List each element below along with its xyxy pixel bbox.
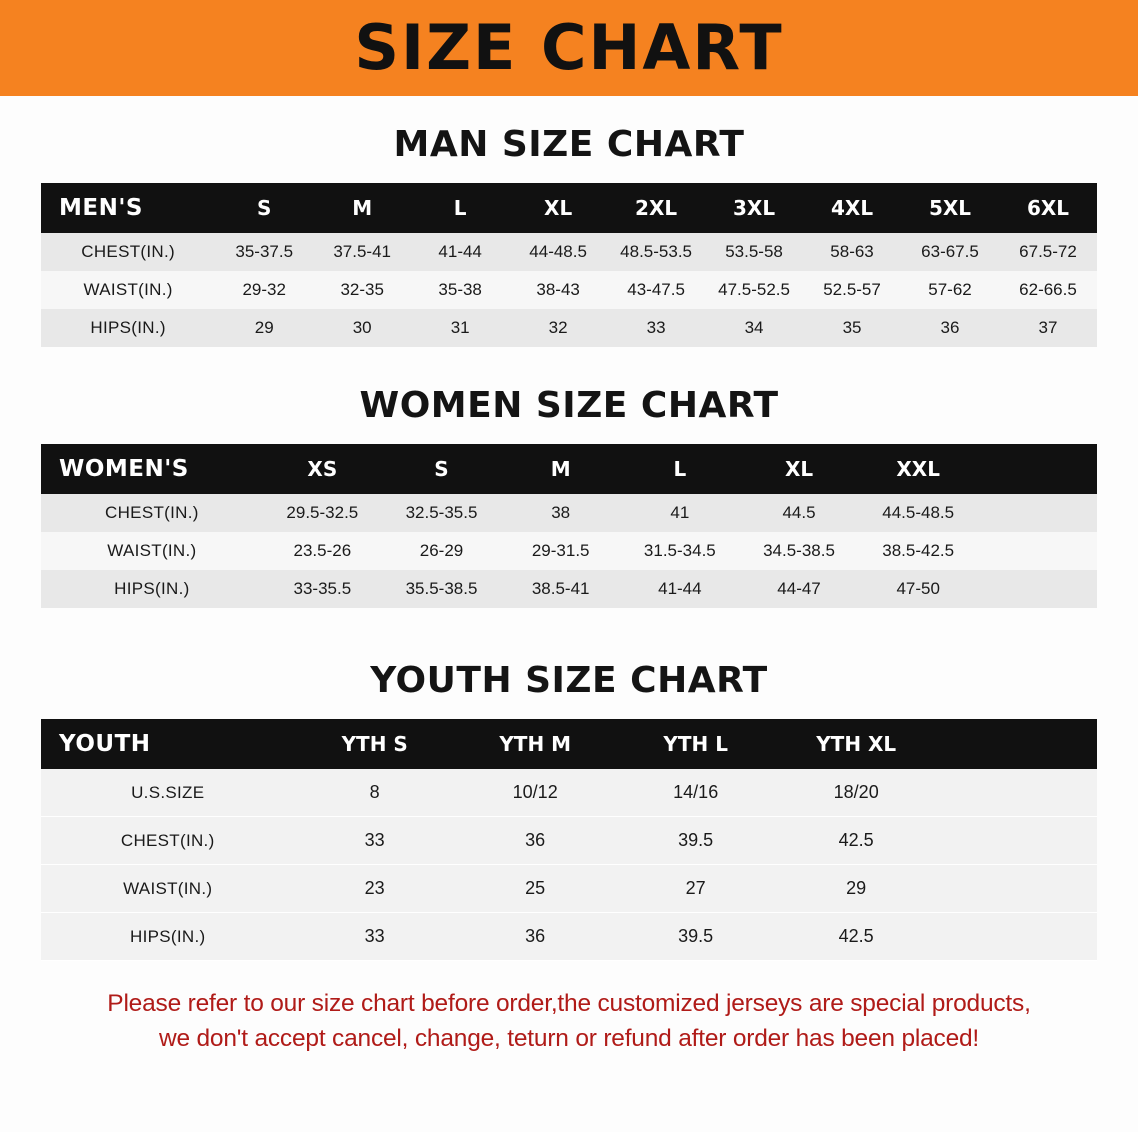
row-label: U.S.SIZE	[41, 769, 294, 817]
table-cell: 23	[294, 865, 455, 913]
table-cell: 37.5-41	[313, 233, 411, 271]
table-cell: 32-35	[313, 271, 411, 309]
table-cell: 23.5-26	[263, 532, 382, 570]
women-table-wrapper	[41, 444, 1097, 608]
table-cell: 57-62	[901, 271, 999, 309]
table-cell: 35	[803, 309, 901, 347]
table-cell: 47-50	[859, 570, 978, 608]
table-cell: 33	[294, 817, 455, 865]
table-cell: 35-38	[411, 271, 509, 309]
column-header: L	[411, 183, 509, 233]
youth-size-table	[41, 719, 1097, 961]
table-cell: 63-67.5	[901, 233, 999, 271]
man-table-wrapper	[41, 183, 1097, 347]
women-size-table	[41, 444, 1097, 608]
table-cell: 35.5-38.5	[382, 570, 501, 608]
table-cell-empty	[978, 570, 1097, 608]
table-cell: 39.5	[615, 913, 776, 961]
table-cell: 33	[607, 309, 705, 347]
row-label: WAIST(IN.)	[41, 271, 215, 309]
column-header: YTH S	[294, 719, 455, 769]
table-cell: 27	[615, 865, 776, 913]
man-section-title: MAN SIZE CHART	[393, 124, 745, 165]
table-cell-empty	[936, 817, 1097, 865]
row-label: HIPS(IN.)	[41, 913, 294, 961]
column-header: 2XL	[607, 183, 705, 233]
table-cell-empty	[936, 769, 1097, 817]
column-header: 6XL	[999, 183, 1097, 233]
disclaimer-line-2: we don't accept cancel, change, teturn or refund after order has been placed!	[158, 1024, 980, 1052]
table-cell: 58-63	[803, 233, 901, 271]
table-cell: 26-29	[382, 532, 501, 570]
table-row	[41, 532, 1097, 570]
table-row	[41, 233, 1097, 271]
table-row	[41, 309, 1097, 347]
table-cell: 33-35.5	[263, 570, 382, 608]
table-cell: 29.5-32.5	[263, 494, 382, 532]
column-header: XL	[739, 444, 858, 494]
row-label: WAIST(IN.)	[41, 532, 263, 570]
row-label: CHEST(IN.)	[41, 494, 263, 532]
page-title: SIZE CHART	[354, 11, 784, 84]
column-header: XXL	[859, 444, 978, 494]
column-header: S	[215, 183, 313, 233]
column-header: WOMEN'S	[41, 444, 263, 494]
table-header-row	[41, 183, 1097, 233]
table-cell: 36	[455, 817, 616, 865]
table-row	[41, 570, 1097, 608]
table-cell: 38.5-41	[501, 570, 620, 608]
table-cell: 36	[901, 309, 999, 347]
table-cell: 38	[501, 494, 620, 532]
table-cell: 44.5-48.5	[859, 494, 978, 532]
column-header: YTH XL	[776, 719, 937, 769]
table-cell: 38-43	[509, 271, 607, 309]
table-cell: 42.5	[776, 817, 937, 865]
table-cell-empty	[936, 865, 1097, 913]
table-cell: 44-47	[739, 570, 858, 608]
table-cell: 34	[705, 309, 803, 347]
page-banner	[0, 0, 1138, 96]
table-header-row	[41, 444, 1097, 494]
table-cell: 39.5	[615, 817, 776, 865]
women-section-title: WOMEN SIZE CHART	[359, 385, 779, 426]
column-header: M	[313, 183, 411, 233]
table-cell: 43-47.5	[607, 271, 705, 309]
table-cell: 29	[776, 865, 937, 913]
table-cell: 34.5-38.5	[739, 532, 858, 570]
table-row	[41, 913, 1097, 961]
table-cell: 48.5-53.5	[607, 233, 705, 271]
table-row	[41, 817, 1097, 865]
table-cell: 38.5-42.5	[859, 532, 978, 570]
table-cell: 14/16	[615, 769, 776, 817]
table-row	[41, 494, 1097, 532]
row-label: CHEST(IN.)	[41, 233, 215, 271]
table-cell: 53.5-58	[705, 233, 803, 271]
table-cell: 31	[411, 309, 509, 347]
disclaimer-line-1: Please refer to our size chart before order,the customized jerseys are special products,	[107, 990, 1031, 1017]
column-header: 3XL	[705, 183, 803, 233]
youth-table-wrapper	[41, 719, 1097, 961]
table-cell: 25	[455, 865, 616, 913]
column-header: XS	[263, 444, 382, 494]
table-cell: 37	[999, 309, 1097, 347]
table-cell: 42.5	[776, 913, 937, 961]
table-row	[41, 865, 1097, 913]
table-cell: 47.5-52.5	[705, 271, 803, 309]
column-header: 5XL	[901, 183, 999, 233]
youth-section-title: YOUTH SIZE CHART	[370, 660, 768, 701]
column-header: L	[620, 444, 739, 494]
column-header: YTH M	[455, 719, 616, 769]
column-header: S	[382, 444, 501, 494]
column-header: XL	[509, 183, 607, 233]
column-header: YTH L	[615, 719, 776, 769]
column-header: 4XL	[803, 183, 901, 233]
column-header: YOUTH	[41, 719, 294, 769]
table-cell: 62-66.5	[999, 271, 1097, 309]
table-header-row	[41, 719, 1097, 769]
table-cell-empty	[978, 494, 1097, 532]
table-cell: 36	[455, 913, 616, 961]
man-size-table	[41, 183, 1097, 347]
table-cell: 41-44	[620, 570, 739, 608]
column-header: MEN'S	[41, 183, 215, 233]
table-cell: 67.5-72	[999, 233, 1097, 271]
table-cell: 18/20	[776, 769, 937, 817]
table-cell: 35-37.5	[215, 233, 313, 271]
table-cell: 52.5-57	[803, 271, 901, 309]
disclaimer-note	[37, 987, 1101, 1057]
table-cell: 30	[313, 309, 411, 347]
table-cell: 32	[509, 309, 607, 347]
row-label: HIPS(IN.)	[41, 309, 215, 347]
column-header-empty	[936, 719, 1097, 769]
table-cell: 44.5	[739, 494, 858, 532]
table-row	[41, 271, 1097, 309]
table-cell: 44-48.5	[509, 233, 607, 271]
table-cell: 41-44	[411, 233, 509, 271]
table-cell: 10/12	[455, 769, 616, 817]
table-cell: 29-31.5	[501, 532, 620, 570]
table-cell: 29-32	[215, 271, 313, 309]
table-row	[41, 769, 1097, 817]
row-label: WAIST(IN.)	[41, 865, 294, 913]
table-cell: 33	[294, 913, 455, 961]
column-header: M	[501, 444, 620, 494]
row-label: HIPS(IN.)	[41, 570, 263, 608]
table-cell: 29	[215, 309, 313, 347]
row-label: CHEST(IN.)	[41, 817, 294, 865]
table-cell: 8	[294, 769, 455, 817]
table-cell-empty	[978, 532, 1097, 570]
table-cell-empty	[936, 913, 1097, 961]
table-cell: 41	[620, 494, 739, 532]
column-header-empty	[978, 444, 1097, 494]
table-cell: 32.5-35.5	[382, 494, 501, 532]
table-cell: 31.5-34.5	[620, 532, 739, 570]
